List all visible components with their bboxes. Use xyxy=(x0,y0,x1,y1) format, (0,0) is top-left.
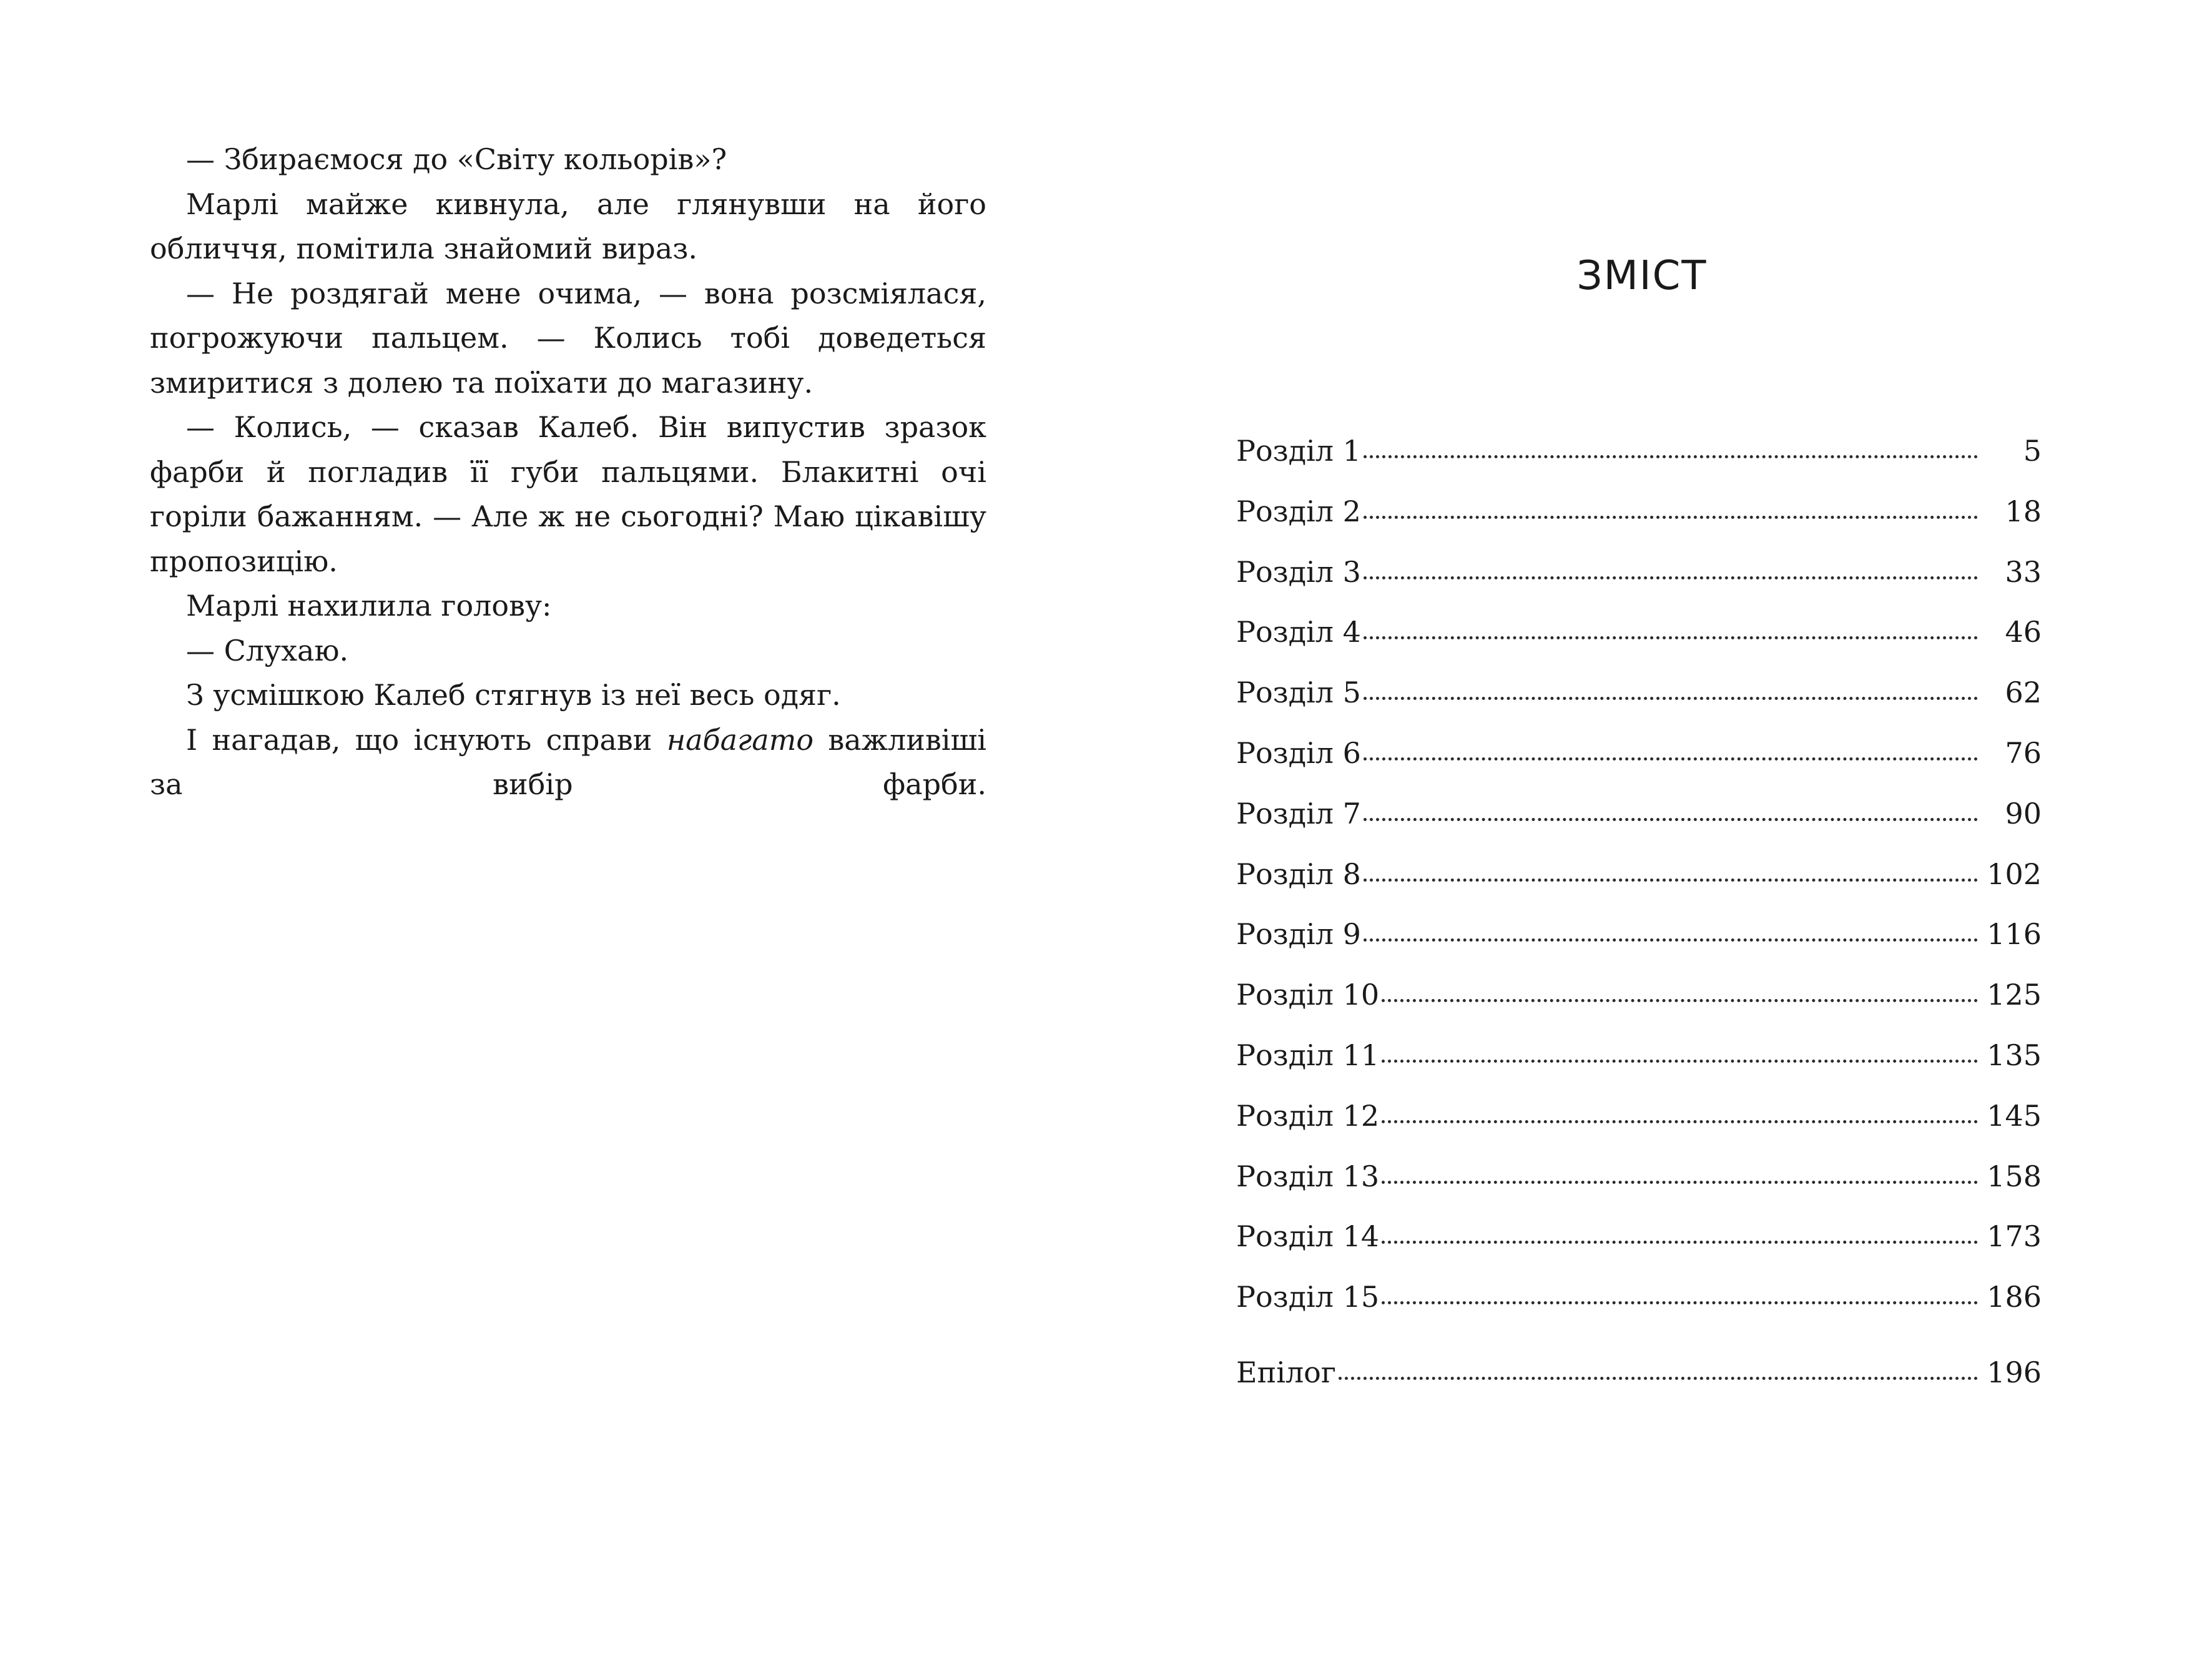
right-page-toc xyxy=(1236,0,2048,1659)
toc-entry-label: Розділ 3 xyxy=(1236,554,1361,589)
paragraph: — Колись, — сказав Калеб. Він випустив зразок фарби й погладив її губи пальцями. Блакитні очі горіли бажанням. — Але ж не сьогодні? Маю цікавішу пропозицію. xyxy=(150,410,986,578)
toc-entry-label: Розділ 8 xyxy=(1236,857,1361,891)
toc-entry-label: Розділ 9 xyxy=(1236,917,1361,952)
toc-entry-page: 145 xyxy=(1987,1098,2042,1133)
toc-entry-page: 18 xyxy=(2005,494,2042,528)
toc-dot-leader xyxy=(1382,1059,1978,1063)
left-page-text xyxy=(150,137,986,807)
paragraph: — Не роздягай мене очима, — вона розсміялася, погрожуючи пальцем. — Колись тобі доведеться змиритися з долею та поїхати до магазину. xyxy=(150,276,986,400)
toc-entry-label: Розділ 13 xyxy=(1236,1159,1380,1193)
toc-entry xyxy=(1236,857,2042,918)
toc-entry-page: 62 xyxy=(2005,676,2042,710)
paragraph-text: І нагадав, що існують справи xyxy=(186,722,667,757)
toc-entry xyxy=(1236,1219,2042,1280)
toc-entry xyxy=(1236,917,2042,978)
toc-list xyxy=(1236,434,2042,1416)
toc-dot-leader xyxy=(1382,1240,1978,1244)
toc-entry-page: 173 xyxy=(1987,1219,2042,1254)
toc-dot-leader xyxy=(1364,576,1978,579)
toc-entry xyxy=(1236,1099,2042,1159)
toc-entry-label: Розділ 15 xyxy=(1236,1280,1380,1314)
paragraph-text: важливіші за вибір фарби. xyxy=(150,722,986,801)
toc-entry-label: Розділ 7 xyxy=(1236,796,1361,830)
toc-entry-label: Розділ 12 xyxy=(1236,1098,1380,1133)
toc-entry xyxy=(1236,495,2042,555)
toc-entry xyxy=(1236,978,2042,1038)
toc-dot-leader xyxy=(1382,1301,1978,1304)
paragraph: Марлі нахилила голову: xyxy=(186,589,552,623)
toc-entry-page: 186 xyxy=(1987,1280,2042,1314)
toc-entry-label: Розділ 14 xyxy=(1236,1219,1380,1254)
toc-entry xyxy=(1236,1356,2042,1416)
toc-dot-leader xyxy=(1364,696,1978,700)
toc-entry-label: Розділ 1 xyxy=(1236,434,1361,468)
toc-dot-leader xyxy=(1364,757,1978,761)
toc-entry-page: 125 xyxy=(1987,978,2042,1012)
paragraph: Марлі майже кивнула, але глянувши на його обличчя, помітила знайомий вираз. xyxy=(150,187,986,265)
toc-entry-label: Епілог xyxy=(1236,1355,1336,1389)
toc-entry xyxy=(1236,555,2042,616)
paragraph: — Збираємося до «Світу кольорів»? xyxy=(186,142,727,176)
toc-entry xyxy=(1236,676,2042,736)
emphasis-word: набагато xyxy=(666,722,814,757)
toc-entry xyxy=(1236,1159,2042,1220)
paragraph: — Слухаю. xyxy=(186,633,349,667)
toc-entry-label: Розділ 5 xyxy=(1236,676,1361,710)
toc-entry xyxy=(1236,1280,2042,1341)
toc-dot-leader xyxy=(1364,938,1978,942)
toc-entry-page: 33 xyxy=(2005,554,2042,589)
toc-entry-page: 158 xyxy=(1987,1159,2042,1193)
paragraph-final xyxy=(150,718,986,807)
paragraph: З усмішкою Калеб стягнув із неї весь одяг. xyxy=(186,678,841,712)
toc-entry-page: 196 xyxy=(1987,1355,2042,1389)
toc-entry-label: Розділ 6 xyxy=(1236,736,1361,770)
toc-entry xyxy=(1236,736,2042,797)
toc-dot-leader xyxy=(1364,817,1978,821)
toc-entry-page: 116 xyxy=(1987,917,2042,952)
toc-entry-label: Розділ 2 xyxy=(1236,494,1361,528)
toc-dot-leader xyxy=(1364,878,1978,882)
toc-dot-leader xyxy=(1339,1376,1978,1380)
toc-entry xyxy=(1236,797,2042,857)
toc-entry xyxy=(1236,615,2042,676)
toc-dot-leader xyxy=(1382,1180,1978,1184)
toc-entry-label: Розділ 10 xyxy=(1236,978,1380,1012)
toc-entry xyxy=(1236,1038,2042,1099)
toc-entry-label: Розділ 11 xyxy=(1236,1038,1380,1072)
toc-dot-leader xyxy=(1364,515,1978,519)
toc-dot-leader xyxy=(1364,455,1978,458)
toc-entry-label: Розділ 4 xyxy=(1236,615,1361,649)
toc-entry-page: 102 xyxy=(1987,857,2042,891)
toc-entry-page: 135 xyxy=(1987,1038,2042,1072)
toc-entry xyxy=(1236,434,2042,495)
toc-dot-leader xyxy=(1382,998,1978,1002)
toc-title: ЗМІСТ xyxy=(1576,253,1708,299)
toc-dot-leader xyxy=(1364,636,1978,639)
toc-entry-page: 76 xyxy=(2005,736,2042,770)
toc-entry-page: 5 xyxy=(2023,434,2042,468)
toc-entry-page: 46 xyxy=(2005,615,2042,649)
toc-entry-page: 90 xyxy=(2005,796,2042,830)
toc-dot-leader xyxy=(1382,1120,1978,1123)
